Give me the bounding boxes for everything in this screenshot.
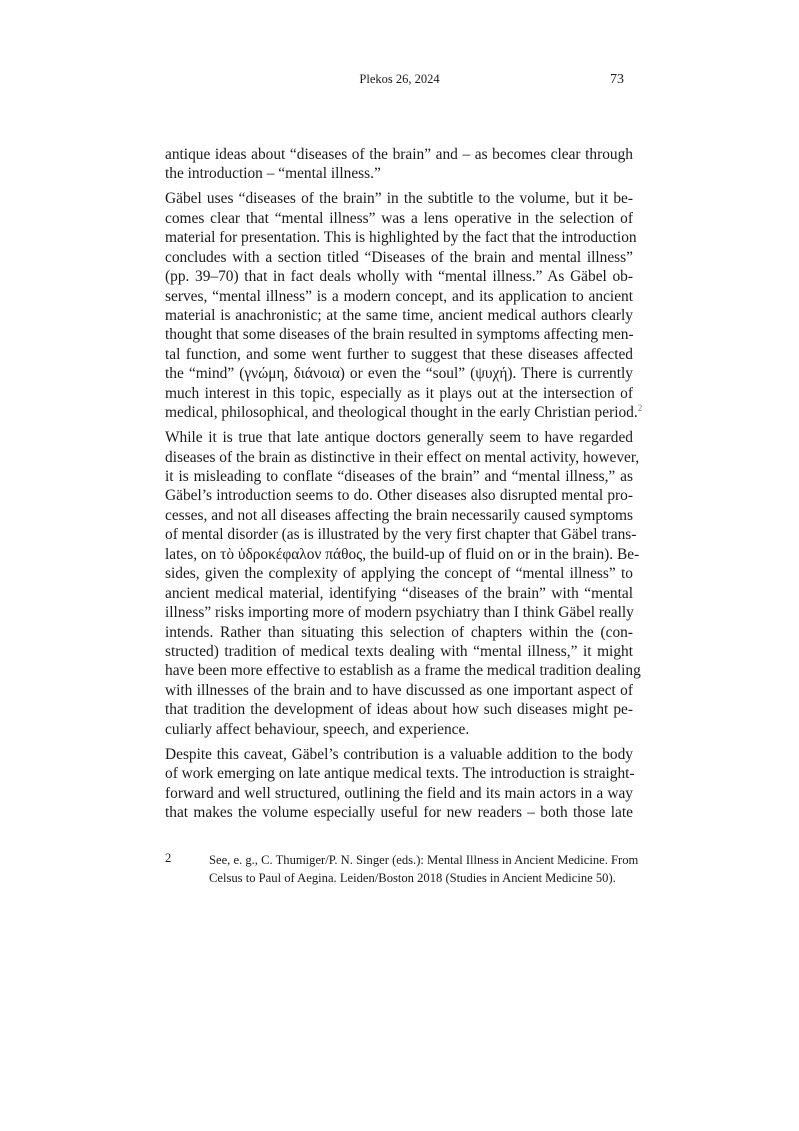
text-line xyxy=(165,403,643,422)
line-text: material is anachronistic; at the same time, ancient medical authors clearly xyxy=(165,307,633,324)
line-text: concludes with a section titled “Diseases of the brain and mental illness” xyxy=(165,248,633,266)
paragraph xyxy=(165,145,633,184)
text-line xyxy=(165,267,633,286)
line-text: the “mind” (γνώμη, διάνοια) or even the “soul” (ψυχή). There is currently xyxy=(165,365,633,383)
line-text: that makes the volume especially useful for new readers – both those late xyxy=(165,803,633,821)
line-text: with illnesses of the brain and to have discussed as one important aspect of xyxy=(165,681,633,699)
text-line xyxy=(165,325,633,344)
text-line xyxy=(165,345,633,364)
line-text: tal function, and some went further to suggest that these diseases affected xyxy=(165,345,633,363)
text-line xyxy=(165,564,633,583)
text-line xyxy=(165,209,633,228)
text-line xyxy=(165,428,633,447)
text-line xyxy=(165,642,633,661)
line-text: diseases of the brain as distinctive in their effect on mental activity, however, xyxy=(165,448,640,466)
text-line xyxy=(165,584,633,603)
text-line xyxy=(165,384,633,403)
text-line xyxy=(165,248,633,267)
line-text: illness” risks importing more of modern psychiatry than I think Gäbel really xyxy=(165,604,634,622)
line-text: Gäbel’s introduction seems to do. Other diseases also disrupted mental pro- xyxy=(165,487,633,505)
text-line xyxy=(165,448,640,467)
line-text: comes clear that “mental illness” was a lens operative in the selection of xyxy=(165,209,633,227)
line-text: have been more effective to establish as a frame the medical tradition dealing xyxy=(165,662,641,680)
line-text: much interest in this topic, especially as it plays out at the intersection of xyxy=(165,384,633,402)
line-text: ancient medical material, identifying “diseases of the brain” with “mental xyxy=(165,584,633,602)
line-text: of mental disorder (as is illustrated by the very first chapter that Gäbel trans- xyxy=(165,526,637,544)
text-line xyxy=(165,228,637,247)
line-text: lates, on τὸ ὑδροκέφαλον πάθος, the build-up of fluid on or in the brain). Be- xyxy=(165,545,640,563)
footnote-line: Celsus to Paul of Aegina. Leiden/Boston 2018 (Studies in Ancient Medicine 50). xyxy=(209,871,616,885)
line-text: Despite this caveat, Gäbel’s contribution is a valuable addition to the body xyxy=(165,745,633,763)
text-line xyxy=(165,145,633,164)
line-text: antique ideas about “diseases of the brain” and – as becomes clear through xyxy=(165,146,633,163)
footnote-number: 2 xyxy=(165,851,172,865)
line-text: intends. Rather than situating this selection of chapters within the (con- xyxy=(165,623,633,641)
line-text: that tradition the development of ideas about how such diseases might pe- xyxy=(165,701,633,719)
line-text: culiarly affect behaviour, speech, and experience. xyxy=(165,720,470,738)
paragraph xyxy=(165,189,643,422)
text-line xyxy=(165,661,641,680)
text-line xyxy=(165,364,633,383)
line-text: of work emerging on late antique medical texts. The introduction is straight- xyxy=(165,765,635,783)
line-text: material for presentation. This is highlighted by the fact that the introduction xyxy=(165,229,637,247)
text-line xyxy=(165,745,633,764)
body-text xyxy=(165,145,643,828)
text-line xyxy=(165,189,633,208)
text-line xyxy=(165,764,633,783)
footnote-text xyxy=(209,851,639,887)
text-line xyxy=(165,603,633,622)
text-line xyxy=(165,700,633,719)
footnote-line: See, e. g., C. Thumiger/P. N. Singer (eds.): Mental Illness in Ancient Medicine. From xyxy=(209,853,639,867)
line-text: While it is true that late antique doctors generally seem to have regarded xyxy=(165,429,633,447)
text-line xyxy=(165,306,633,325)
text-line xyxy=(165,720,633,739)
line-text: Gäbel uses “diseases of the brain” in the subtitle to the volume, but it be- xyxy=(165,190,633,208)
line-text: (pp. 39–70) that in fact deals wholly with “mental illness.” As Gäbel ob- xyxy=(165,268,633,286)
line-text: medical, philosophical, and theological thought in the early Christian period. xyxy=(165,404,638,422)
text-line xyxy=(165,164,633,183)
text-line xyxy=(165,545,640,564)
line-text: structed) tradition of medical texts dealing with “mental illness,” it might xyxy=(165,642,633,660)
line-text: sides, given the complexity of applying the concept of “mental illness” to xyxy=(165,565,633,583)
paragraph xyxy=(165,428,641,739)
text-line xyxy=(165,803,633,822)
line-text: thought that some diseases of the brain resulted in symptoms affecting men- xyxy=(165,326,634,344)
footnote-reference[interactable]: 2 xyxy=(637,403,643,414)
line-text: it is misleading to conflate “diseases of the brain” and “mental illness,” as xyxy=(165,468,633,485)
text-line xyxy=(165,623,633,642)
text-line xyxy=(165,506,633,525)
page-number: 73 xyxy=(610,72,624,87)
text-line xyxy=(165,525,637,544)
text-line xyxy=(165,287,633,306)
running-title: Plekos 26, 2024 xyxy=(359,72,440,86)
text-line xyxy=(165,467,633,486)
paragraph xyxy=(165,745,633,823)
line-text: forward and well structured, outlining the field and its main actors in a way xyxy=(165,784,633,802)
text-line xyxy=(165,784,633,803)
line-text: serves, “mental illness” is a modern concept, and its application to ancient xyxy=(165,287,633,305)
text-line xyxy=(165,486,633,505)
line-text: cesses, and not all diseases affecting the brain necessarily caused symptoms xyxy=(165,506,633,524)
text-line xyxy=(165,681,633,700)
line-text: the introduction – “mental illness.” xyxy=(165,165,381,183)
